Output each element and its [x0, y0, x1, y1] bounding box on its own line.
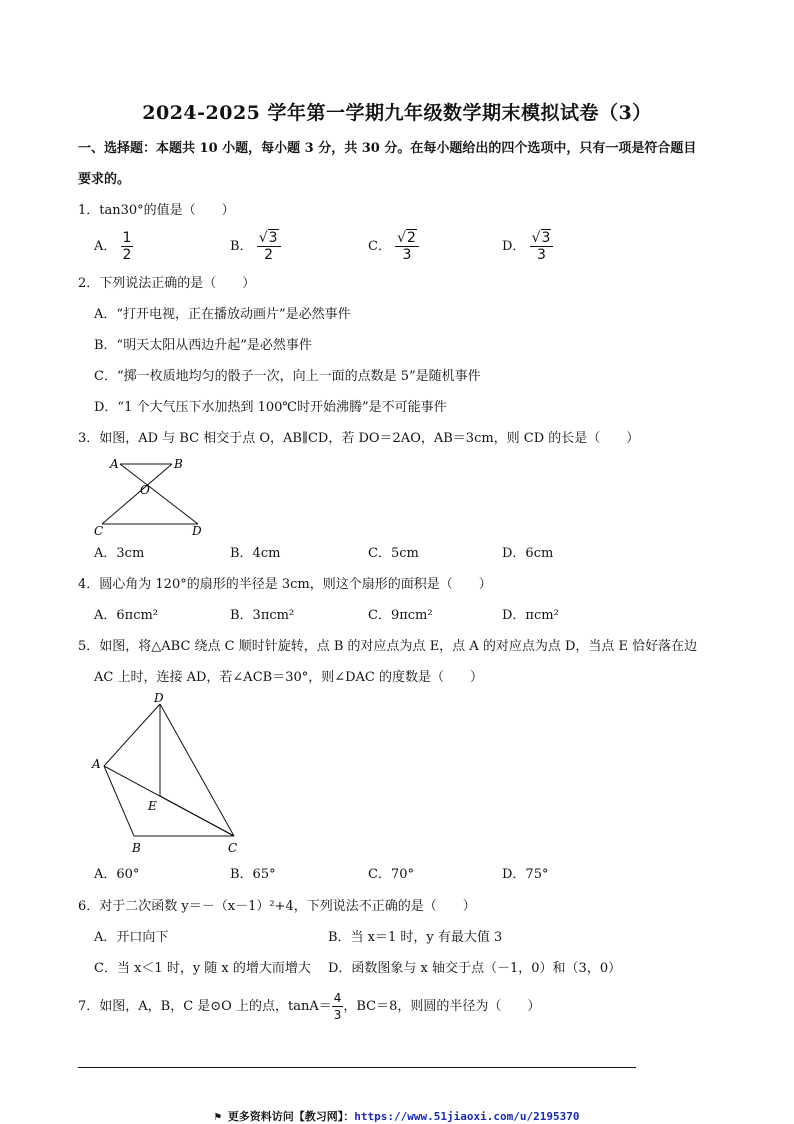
- q5-figure: [86, 690, 246, 860]
- footer-link[interactable]: https://www.51jiaoxi.com/u/2195370: [354, 1110, 580, 1123]
- question-7-stem: 7．如图，A，B，C 是⊙O 上的点，tanA＝ $\frac{4}{3}$ ，BC＝8，则圆的半径为（ ）: [78, 991, 541, 1022]
- q2-option-c: C．“掷一枚质地均匀的骰子一次，向上一面的点数是 5”是随机事件: [94, 369, 481, 384]
- label-b: B: [174, 457, 183, 471]
- label-o: O: [140, 483, 150, 497]
- segment-da: [104, 704, 160, 766]
- q2-option-b: B．“明天太阳从西边升起”是必然事件: [94, 338, 312, 353]
- segment-bc: [102, 464, 172, 524]
- q6-option-b: B．当 x＝1 时，y 有最大值 3: [328, 930, 503, 945]
- section-heading-cont: 要求的。: [78, 172, 131, 187]
- q4-option-a: A．6πcm²: [94, 608, 159, 623]
- q1-option-d: D． $\frac{√3}{3}$: [502, 230, 553, 263]
- label-a: A: [92, 757, 101, 771]
- q6-option-d: D．函数图象与 x 轴交于点（－1，0）和（3，0）: [328, 961, 622, 976]
- footer: [0, 1108, 794, 1124]
- q3-option-b: B．4cm: [230, 546, 281, 561]
- question-3-stem: 3．如图，AD 与 BC 相交于点 O，AB∥CD，若 DO＝2AO，AB＝3cm，则 CD 的长是（ ）: [78, 431, 640, 446]
- footer-text: 更多资料访问【教习网】：: [227, 1110, 355, 1123]
- section-heading: 一、选择题：本题共 10 小题，每小题 3 分，共 30 分。在每小题给出的四个选项中，只有一项是符合题目: [78, 141, 697, 156]
- segment-ab: [104, 766, 134, 836]
- q5-option-b: B．65°: [230, 867, 276, 882]
- q4-option-b: B．3πcm²: [230, 608, 295, 623]
- q2-option-a: A．“打开电视，正在播放动画片”是必然事件: [94, 307, 351, 322]
- q5-option-d: D．75°: [502, 867, 549, 882]
- q4-option-d: D．πcm²: [502, 608, 559, 623]
- label-e: E: [148, 799, 157, 813]
- q3-option-c: C．5cm: [368, 546, 419, 561]
- q6-option-c: C．当 x＜1 时，y 随 x 的增大而增大: [94, 961, 311, 976]
- q3-option-a: A．3cm: [94, 546, 145, 561]
- q2-option-d: D．“1 个大气压下水加热到 100℃时开始沸腾”是不可能事件: [94, 400, 447, 415]
- question-4-stem: 4．圆心角为 120°的扇形的半径是 3cm，则这个扇形的面积是（ ）: [78, 577, 492, 592]
- q6-option-a: A．开口向下: [94, 930, 169, 945]
- flag-icon: ⚑: [214, 1110, 222, 1123]
- question-5-stem: 5．如图，将△ABC 绕点 C 顺时针旋转，点 B 的对应点为点 E，点 A 的对应点为点 D，当点 E 恰好落在边: [78, 639, 698, 654]
- label-c: C: [228, 841, 238, 855]
- q1-option-b: B． $\frac{√3}{2}$: [230, 230, 281, 263]
- q3-figure: [88, 454, 218, 538]
- label-d: D: [192, 524, 202, 538]
- page-title: 2024-2025 学年第一学期九年级数学期末模拟试卷（3）: [142, 102, 652, 124]
- q5-option-a: A．60°: [94, 867, 140, 882]
- question-5-stem-cont: AC 上时，连接 AD，若∠ACB＝30°，则∠DAC 的度数是（ ）: [94, 670, 484, 685]
- segment-ad: [120, 464, 198, 524]
- question-1-stem: 1．tan30°的值是（ ）: [78, 203, 235, 218]
- question-2-stem: 2．下列说法正确的是（ ）: [78, 276, 256, 291]
- label-c: C: [94, 524, 104, 538]
- q3-option-d: D．6cm: [502, 546, 554, 561]
- q4-option-c: C．9πcm²: [368, 608, 433, 623]
- q1-option-a: A． $\frac{1}{2}$: [94, 230, 132, 263]
- label-a: A: [110, 457, 119, 471]
- label-b: B: [132, 841, 141, 855]
- question-6-stem: 6．对于二次函数 y＝－（x－1）²+4，下列说法不正确的是（ ）: [78, 899, 476, 914]
- q5-option-c: C．70°: [368, 867, 414, 882]
- label-d: D: [154, 691, 164, 705]
- q1-option-c: C． $\frac{√2}{3}$: [368, 230, 419, 263]
- footer-divider: [78, 1067, 636, 1068]
